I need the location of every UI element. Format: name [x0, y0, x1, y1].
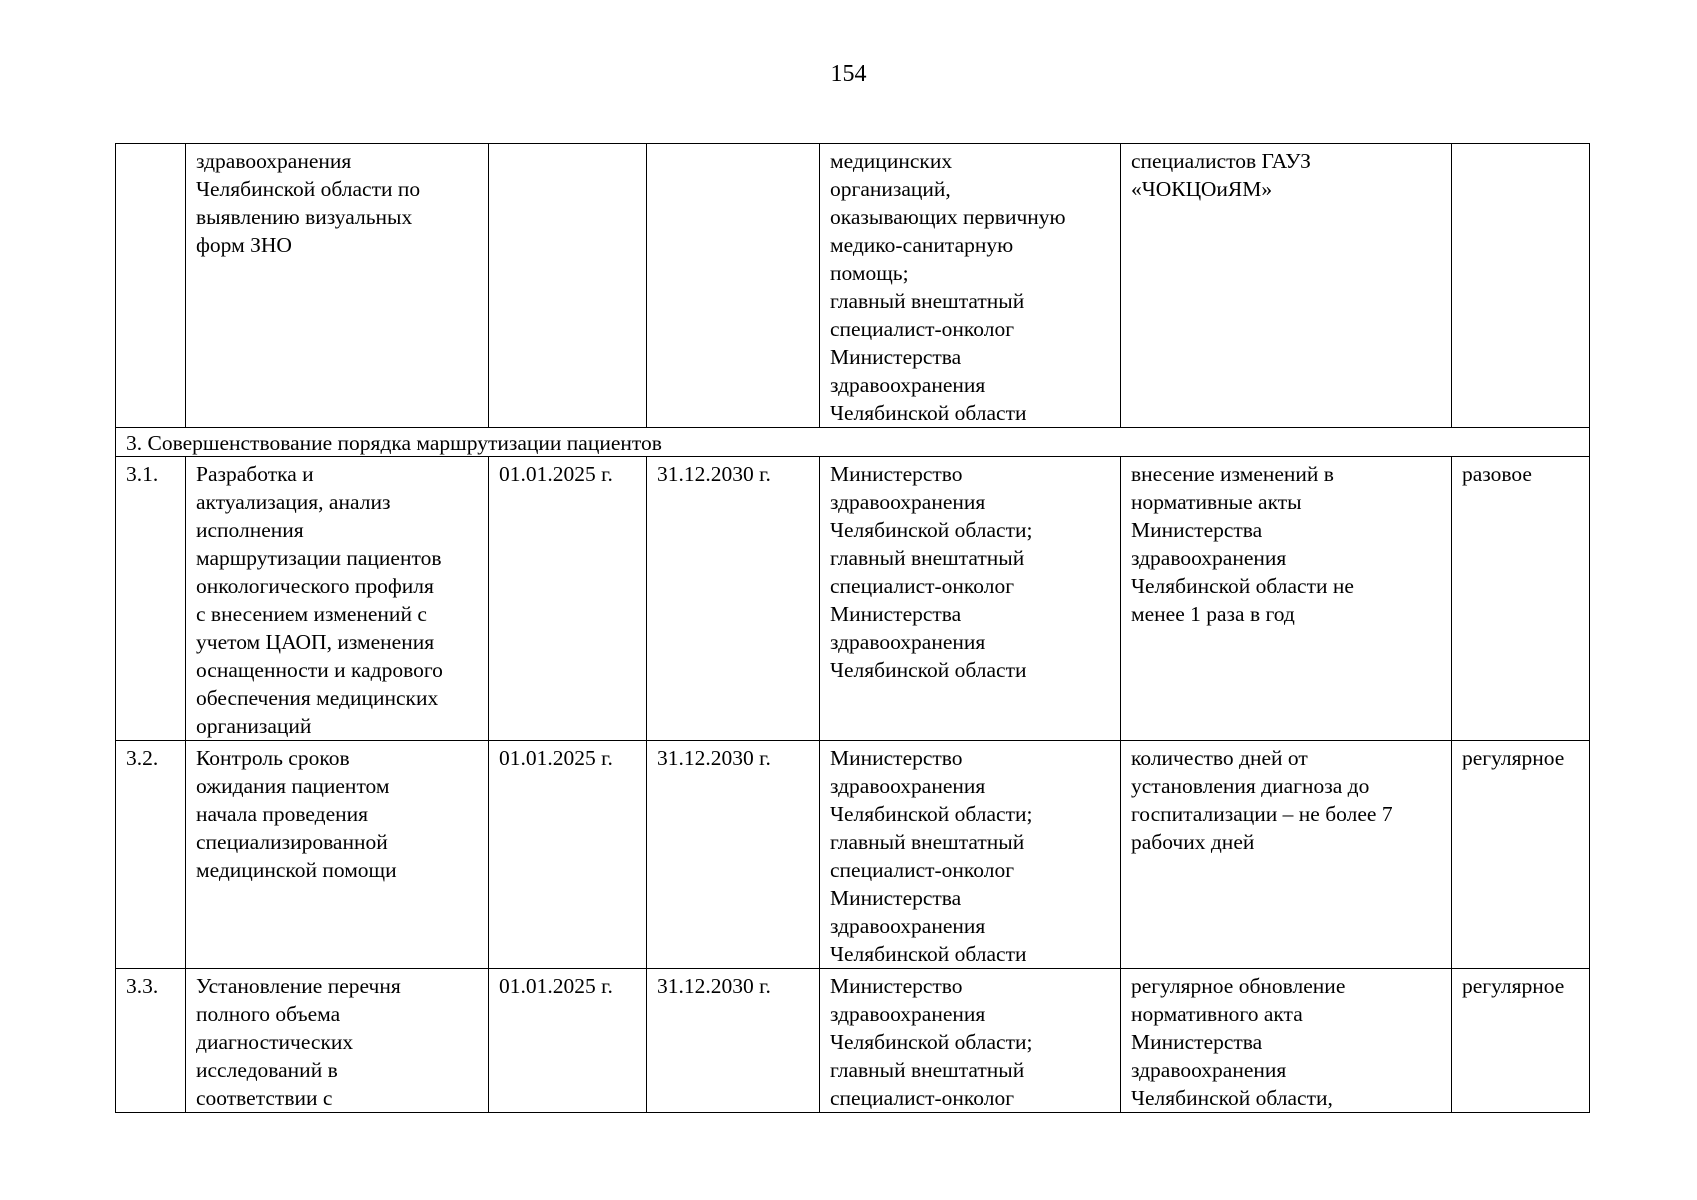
table-row — [116, 144, 1590, 428]
cell-end-date — [647, 144, 820, 428]
cell-start-date: 01.01.2025 г. — [489, 457, 647, 741]
table-row — [116, 457, 1590, 741]
cell-start-date: 01.01.2025 г. — [489, 741, 647, 969]
table-row — [116, 741, 1590, 969]
cell-num: 3.1. — [116, 457, 186, 741]
cell-result: регулярное обновление нормативного акта Министерства здравоохранения Челябинской области, — [1121, 969, 1452, 1113]
cell-start-date — [489, 144, 647, 428]
cell-responsible: Министерство здравоохранения Челябинской области; главный внештатный специалист-онколог — [820, 969, 1121, 1113]
cell-end-date: 31.12.2030 г. — [647, 457, 820, 741]
cell-num: 3.2. — [116, 741, 186, 969]
table-row — [116, 969, 1590, 1113]
cell-action: Разработка и актуализация, анализ исполнения маршрутизации пациентов онкологического профиля с внесением изменений с учетом ЦАОП, изменения оснащенности и кадрового обеспечения медицинских организаций — [186, 457, 489, 741]
cell-responsible: Министерство здравоохранения Челябинской области; главный внештатный специалист-онколог Министерства здравоохранения Челябинской области — [820, 741, 1121, 969]
cell-start-date: 01.01.2025 г. — [489, 969, 647, 1113]
cell-responsible: Министерство здравоохранения Челябинской области; главный внештатный специалист-онколог Министерства здравоохранения Челябинской области — [820, 457, 1121, 741]
activity-table — [115, 143, 1590, 1113]
cell-type: разовое — [1452, 457, 1590, 741]
cell-end-date: 31.12.2030 г. — [647, 969, 820, 1113]
cell-result: специалистов ГАУЗ «ЧОКЦОиЯМ» — [1121, 144, 1452, 428]
cell-action: Установление перечня полного объема диагностических исследований в соответствии с — [186, 969, 489, 1113]
cell-end-date: 31.12.2030 г. — [647, 741, 820, 969]
cell-action: Контроль сроков ожидания пациентом начала проведения специализированной медицинской помощи — [186, 741, 489, 969]
page-number: 154 — [830, 61, 867, 87]
cell-type — [1452, 144, 1590, 428]
cell-result: внесение изменений в нормативные акты Министерства здравоохранения Челябинской области не менее 1 раза в год — [1121, 457, 1452, 741]
section-title: 3. Совершенствование порядка маршрутизации пациентов — [116, 428, 1590, 457]
cell-action: здравоохранения Челябинской области по выявлению визуальных форм ЗНО — [186, 144, 489, 428]
cell-num: 3.3. — [116, 969, 186, 1113]
cell-num — [116, 144, 186, 428]
cell-result: количество дней от установления диагноза до госпитализации – не более 7 рабочих дней — [1121, 741, 1452, 969]
section-row — [116, 428, 1590, 457]
cell-type: регулярное — [1452, 741, 1590, 969]
cell-responsible: медицинских организаций, оказывающих первичную медико-санитарную помощь; главный внештатный специалист-онколог Министерства здравоохранения Челябинской области — [820, 144, 1121, 428]
cell-type: регулярное — [1452, 969, 1590, 1113]
